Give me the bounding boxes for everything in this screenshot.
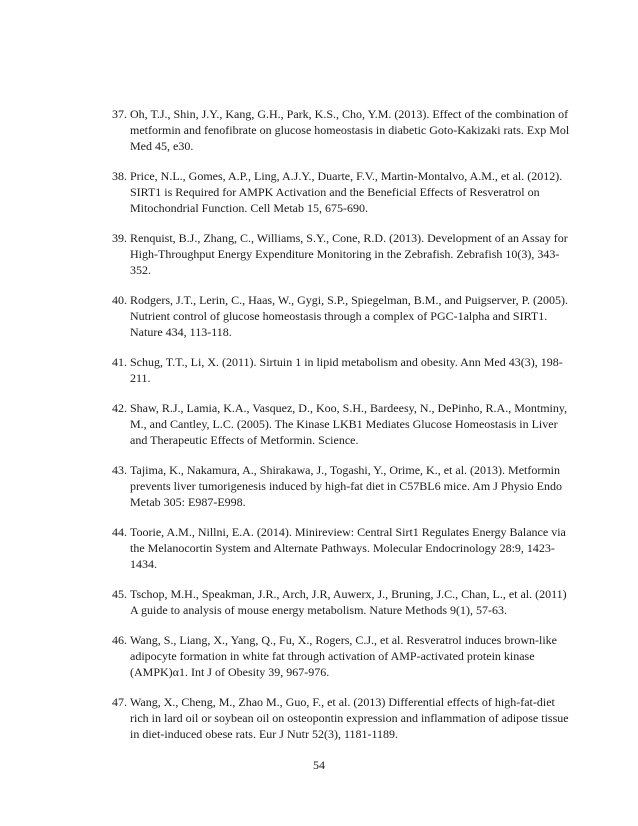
reference-text: Oh, T.J., Shin, J.Y., Kang, G.H., Park, K.S., Cho, Y.M. (2013). Effect of the combination of metformin and fenofibrate on glucose homeostasis in diabetic Goto-Kakizaki rats. Exp Mol Med 45, e30.	[130, 107, 570, 153]
reference-number: 44.	[112, 525, 127, 539]
reference-item	[112, 230, 572, 278]
reference-item	[112, 632, 572, 680]
reference-number: 47.	[112, 695, 127, 709]
reference-item	[112, 400, 572, 448]
reference-number: 40.	[112, 293, 127, 307]
page-number: 54	[313, 758, 325, 772]
reference-item	[112, 354, 572, 386]
reference-text: Tajima, K., Nakamura, A., Shirakawa, J., Togashi, Y., Orime, K., et al. (2013). Metformin prevents liver tumorigenesis induced by high-fat diet in C57BL6 mice. Am J Physio Endo Metab 305: E987-E998.	[130, 463, 562, 509]
reference-item	[112, 586, 572, 618]
reference-number: 37.	[112, 107, 127, 121]
reference-number: 43.	[112, 463, 127, 477]
reference-text: Tschop, M.H., Speakman, J.R., Arch, J.R, Auwerx, J., Bruning, J.C., Chan, L., et al. (2011) A guide to analysis of mouse energy metabolism. Nature Methods 9(1), 57-63.	[130, 587, 567, 617]
reference-text: Price, N.L., Gomes, A.P., Ling, A.J.Y., Duarte, F.V., Martin-Montalvo, A.M., et al. (2012). SIRT1 is Required for AMPK Activation and the Beneficial Effects of Resveratrol on Mitochondrial Function. Cell Metab 15, 675-690.	[130, 169, 563, 215]
reference-text: Renquist, B.J., Zhang, C., Williams, S.Y., Cone, R.D. (2013). Development of an Assay for High-Throughput Energy Expenditure Monitoring in the Zebrafish. Zebrafish 10(3), 343-352.	[130, 231, 568, 277]
reference-number: 41.	[112, 355, 127, 369]
reference-number: 45.	[112, 587, 127, 601]
reference-text: Rodgers, J.T., Lerin, C., Haas, W., Gygi, S.P., Spiegelman, B.M., and Puigserver, P. (2005). Nutrient control of glucose homeostasis through a complex of PGC-1alpha and SIRT1. Nature 434, 113-118.	[130, 293, 568, 339]
reference-list	[112, 106, 572, 756]
reference-item	[112, 524, 572, 572]
reference-item	[112, 694, 572, 742]
reference-item	[112, 462, 572, 510]
reference-item	[112, 106, 572, 154]
reference-number: 42.	[112, 401, 127, 415]
reference-number: 46.	[112, 633, 127, 647]
reference-text: Shaw, R.J., Lamia, K.A., Vasquez, D., Koo, S.H., Bardeesy, N., DePinho, R.A., Montminy, M., and Cantley, L.C. (2005). The Kinase LKB1 Mediates Glucose Homeostasis in Liver and Therapeutic Effects of Metformin. Science.	[130, 401, 568, 447]
reference-number: 39.	[112, 231, 127, 245]
reference-text: Schug, T.T., Li, X. (2011). Sirtuin 1 in lipid metabolism and obesity. Ann Med 43(3), 198-211.	[130, 355, 563, 385]
reference-text: Wang, S., Liang, X., Yang, Q., Fu, X., Rogers, C.J., et al. Resveratrol induces brown-like adipocyte formation in white fat through activation of AMP-activated protein kinase (AMPK)α1. Int J of Obesity 39, 967-976.	[130, 633, 557, 679]
reference-text: Toorie, A.M., Nillni, E.A. (2014). Minireview: Central Sirt1 Regulates Energy Balance via the Melanocortin System and Alternate Pathways. Molecular Endocrinology 28:9, 1423-1434.	[130, 525, 566, 571]
reference-item	[112, 292, 572, 340]
reference-text: Wang, X., Cheng, M., Zhao M., Guo, F., et al. (2013) Differential effects of high-fat-diet rich in lard oil or soybean oil on osteopontin expression and inflammation of adipose tissue in diet-induced obese rats. Eur J Nutr 52(3), 1181-1189.	[130, 695, 569, 741]
reference-number: 38.	[112, 169, 127, 183]
reference-item	[112, 168, 572, 216]
